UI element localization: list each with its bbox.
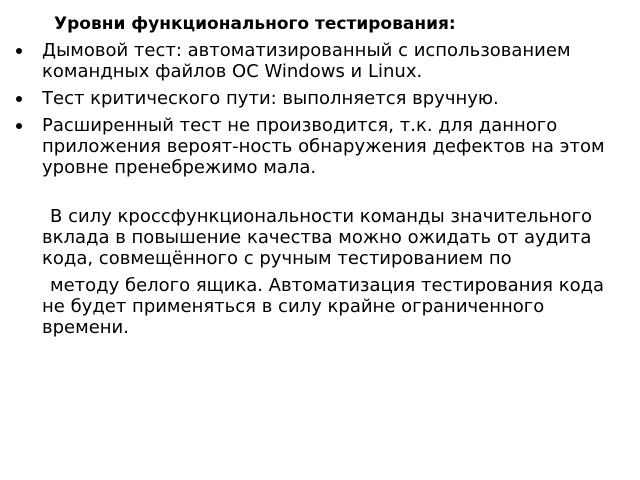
slide-title: Уровни функционального тестирования: [54,14,456,34]
bullet-dot-icon [16,48,22,54]
bullet-list [16,40,620,178]
bullet-text: Дымовой тест: автоматизированный с использованием командных файлов ОС Windows и Linux. [42,40,571,82]
bullet-text: Тест критического пути: выполняется вручную. [42,88,499,109]
paragraph: В силу кроссфункциональности команды значительного вклада в повышение качества можно ожидать от аудита кода, совмещённого с ручным тестированием по [42,206,593,269]
bullet-dot-icon [16,96,22,102]
paragraph: методу белого ящика. Автоматизация тестирования кода не будет применяться в силу крайне ограниченного времени. [42,275,605,338]
bullet-dot-icon [16,123,22,129]
bullet-item [16,115,620,178]
bullet-item [16,88,620,109]
bullet-text: Расширенный тест не производится, т.к. для данного приложения вероят-ность обнаружения дефектов на этом уровне пренебрежимо мала. [42,115,605,178]
bullet-item [16,40,620,82]
